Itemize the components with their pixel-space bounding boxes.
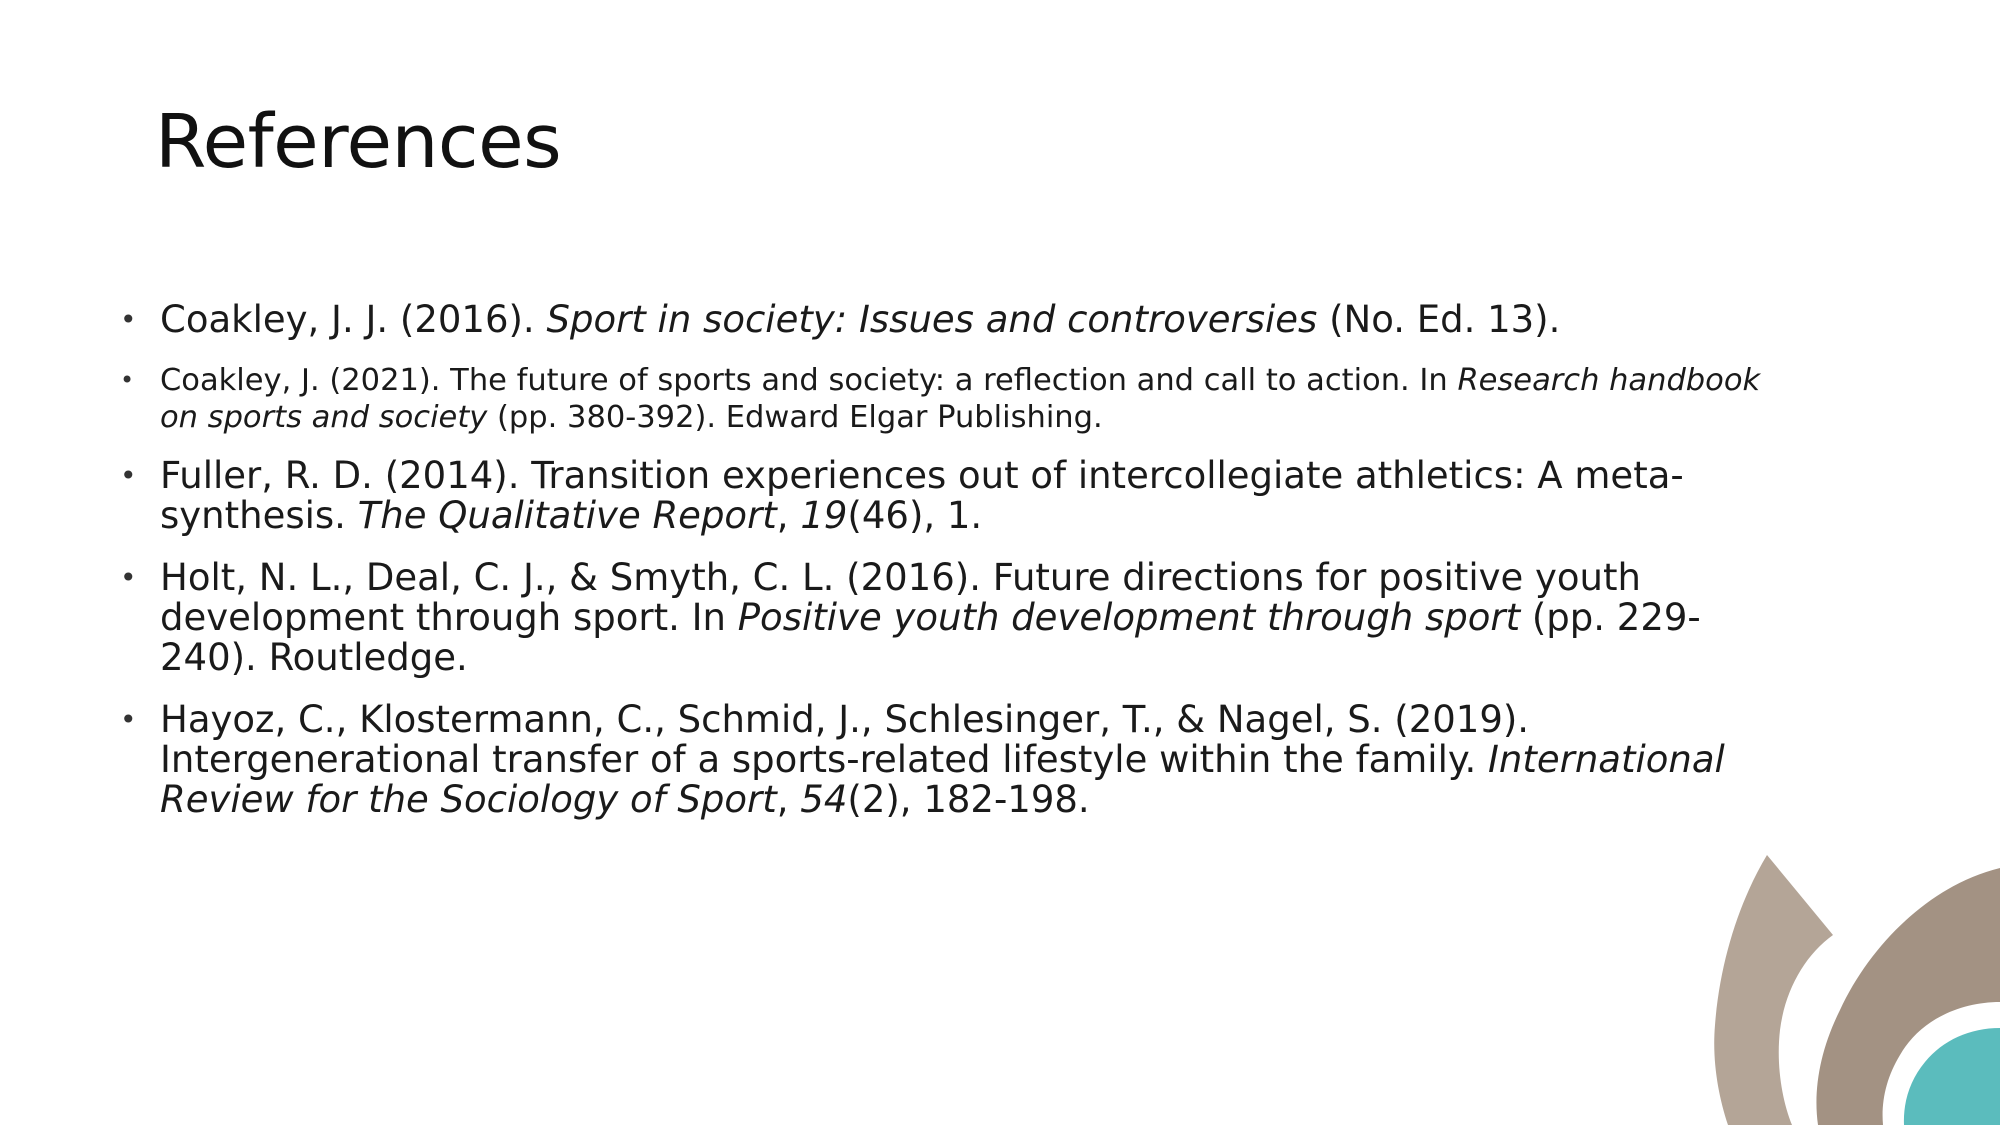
slide-title: References bbox=[155, 99, 562, 185]
reference-item bbox=[118, 300, 1783, 340]
bullet-icon: • bbox=[120, 561, 137, 594]
decor-wedge bbox=[1714, 855, 1833, 1125]
bullet-icon: • bbox=[120, 303, 137, 336]
decor-teal-circle bbox=[1904, 1028, 2000, 1125]
decorative-corner-graphic bbox=[1700, 840, 2000, 1125]
bullet-icon: • bbox=[120, 459, 137, 492]
reference-authors: Fuller, R. D. (2014). Transition experiences out of intercollegiate athletics: A meta-synthesis. bbox=[160, 454, 1684, 537]
reference-details: (pp. 380-392). Edward Elgar Publishing. bbox=[487, 400, 1103, 435]
reference-title: Sport in society: Issues and controversies bbox=[546, 298, 1318, 341]
reference-volume: 19 bbox=[800, 494, 848, 537]
bullet-icon: • bbox=[120, 366, 135, 394]
reference-separator: , bbox=[776, 494, 801, 537]
reference-item bbox=[118, 558, 1783, 678]
reference-details: (No. Ed. 13). bbox=[1317, 298, 1561, 341]
reference-details: (2), 182-198. bbox=[847, 778, 1090, 821]
reference-item bbox=[118, 456, 1783, 536]
reference-title: Positive youth development through sport bbox=[737, 596, 1521, 639]
reference-item bbox=[118, 362, 1783, 436]
reference-authors: Holt, N. L., Deal, C. J., & Smyth, C. L. (2016). Future directions for positive youth development through sport. In bbox=[160, 556, 1641, 639]
reference-title: Research handbook on sports and society bbox=[160, 363, 1761, 435]
reference-authors: Hayoz, C., Klostermann, C., Schmid, J., Schlesinger, T., & Nagel, S. (2019). Intergenerational transfer of a sports-related lifestyle within the family. bbox=[160, 698, 1530, 781]
reference-separator: , bbox=[776, 778, 801, 821]
reference-authors: Coakley, J. (2021). The future of sports and society: a reflection and call to action. In bbox=[160, 363, 1458, 398]
reference-details: (pp. 229-240). Routledge. bbox=[160, 596, 1701, 679]
reference-title: International Review for the Sociology of Sport bbox=[160, 738, 1725, 821]
bullet-icon: • bbox=[120, 703, 137, 736]
reference-details: (46), 1. bbox=[847, 494, 983, 537]
reference-volume: 54 bbox=[800, 778, 848, 821]
reference-list bbox=[118, 300, 1783, 842]
reference-item bbox=[118, 700, 1783, 820]
reference-title: The Qualitative Report bbox=[357, 494, 777, 537]
reference-authors: Coakley, J. J. (2016). bbox=[160, 298, 547, 341]
